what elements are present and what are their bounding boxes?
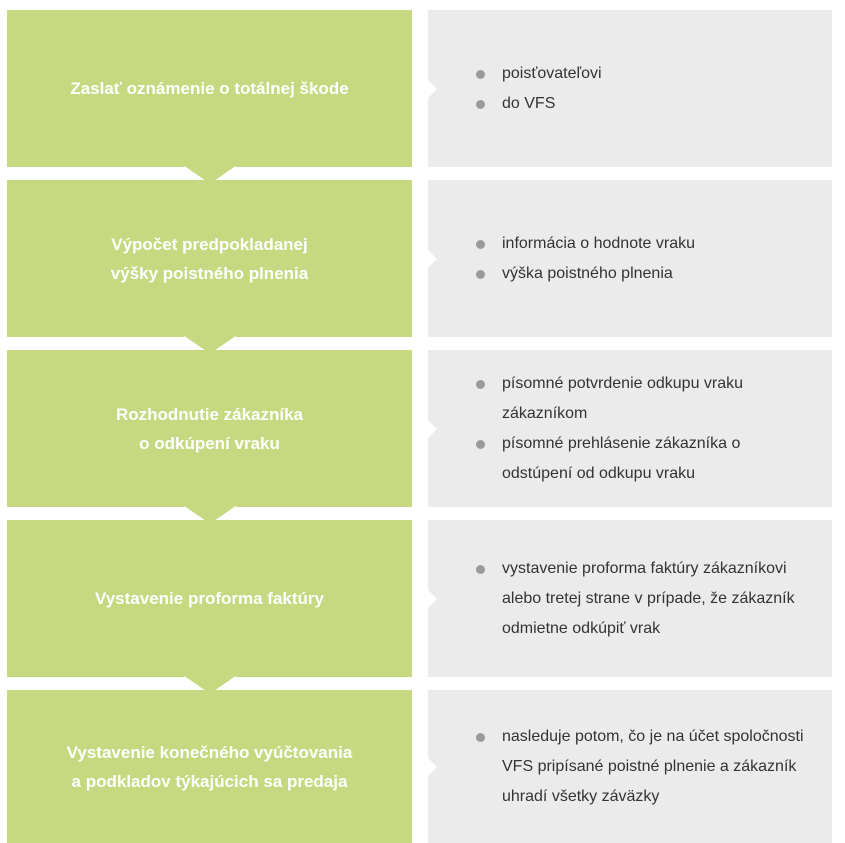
connector-notch xyxy=(427,419,437,439)
list-item: nasleduje potom, čo je na účet spoločnosti VFS pripísané poistné plnenie a zákazník uhradí všetky záväzky xyxy=(476,722,806,812)
detail-list xyxy=(476,722,806,812)
detail-list xyxy=(476,554,796,644)
connector-notch xyxy=(427,79,437,99)
step-title-line: Vystavenie konečného vyúčtovania xyxy=(66,742,353,762)
step-title-line: Rozhodnutie zákazníka xyxy=(115,404,304,424)
step-title-line: Vystavenie proforma faktúry xyxy=(95,589,324,608)
detail-list xyxy=(476,59,602,119)
list-item: informácia o hodnote vraku xyxy=(476,229,695,259)
step-title-line: o odkúpení vraku xyxy=(139,433,280,453)
detail-box-4 xyxy=(428,520,832,677)
process-row-4 xyxy=(7,520,832,677)
process-row-3 xyxy=(7,350,832,507)
list-item: písomné potvrdenie odkupu vraku zákazníkom xyxy=(476,369,806,429)
step-title-line: Výpočet predpokladanej xyxy=(111,234,308,254)
step-box-2 xyxy=(7,180,412,337)
step-box-5 xyxy=(7,690,412,843)
detail-box-3 xyxy=(428,350,832,507)
step-box-1 xyxy=(7,10,412,167)
detail-list xyxy=(476,369,806,489)
process-row-2 xyxy=(7,180,832,337)
connector-notch xyxy=(427,249,437,269)
detail-list xyxy=(476,229,695,289)
process-row-5 xyxy=(7,690,832,843)
list-item: výška poistného plnenia xyxy=(476,259,695,289)
list-item: písomné prehlásenie zákazníka o odstúpení od odkupu vraku xyxy=(476,429,806,489)
detail-box-5 xyxy=(428,690,832,843)
process-row-1 xyxy=(7,10,832,167)
list-item: do VFS xyxy=(476,89,602,119)
step-box-4 xyxy=(7,520,412,677)
connector-notch xyxy=(427,589,437,609)
step-title-line: a podkladov týkajúcich sa predaja xyxy=(71,771,348,791)
detail-box-1 xyxy=(428,10,832,167)
step-title-line: Zaslať oznámenie o totálnej škode xyxy=(70,79,349,98)
step-title-line: výšky poistného plnenia xyxy=(110,263,309,283)
list-item: poisťovateľovi xyxy=(476,59,602,89)
connector-notch xyxy=(427,757,437,777)
step-box-3 xyxy=(7,350,412,507)
list-item: vystavenie proforma faktúry zákazníkovi alebo tretej strane v prípade, že zákazník odmietne odkúpiť vrak xyxy=(476,554,796,644)
detail-box-2 xyxy=(428,180,832,337)
